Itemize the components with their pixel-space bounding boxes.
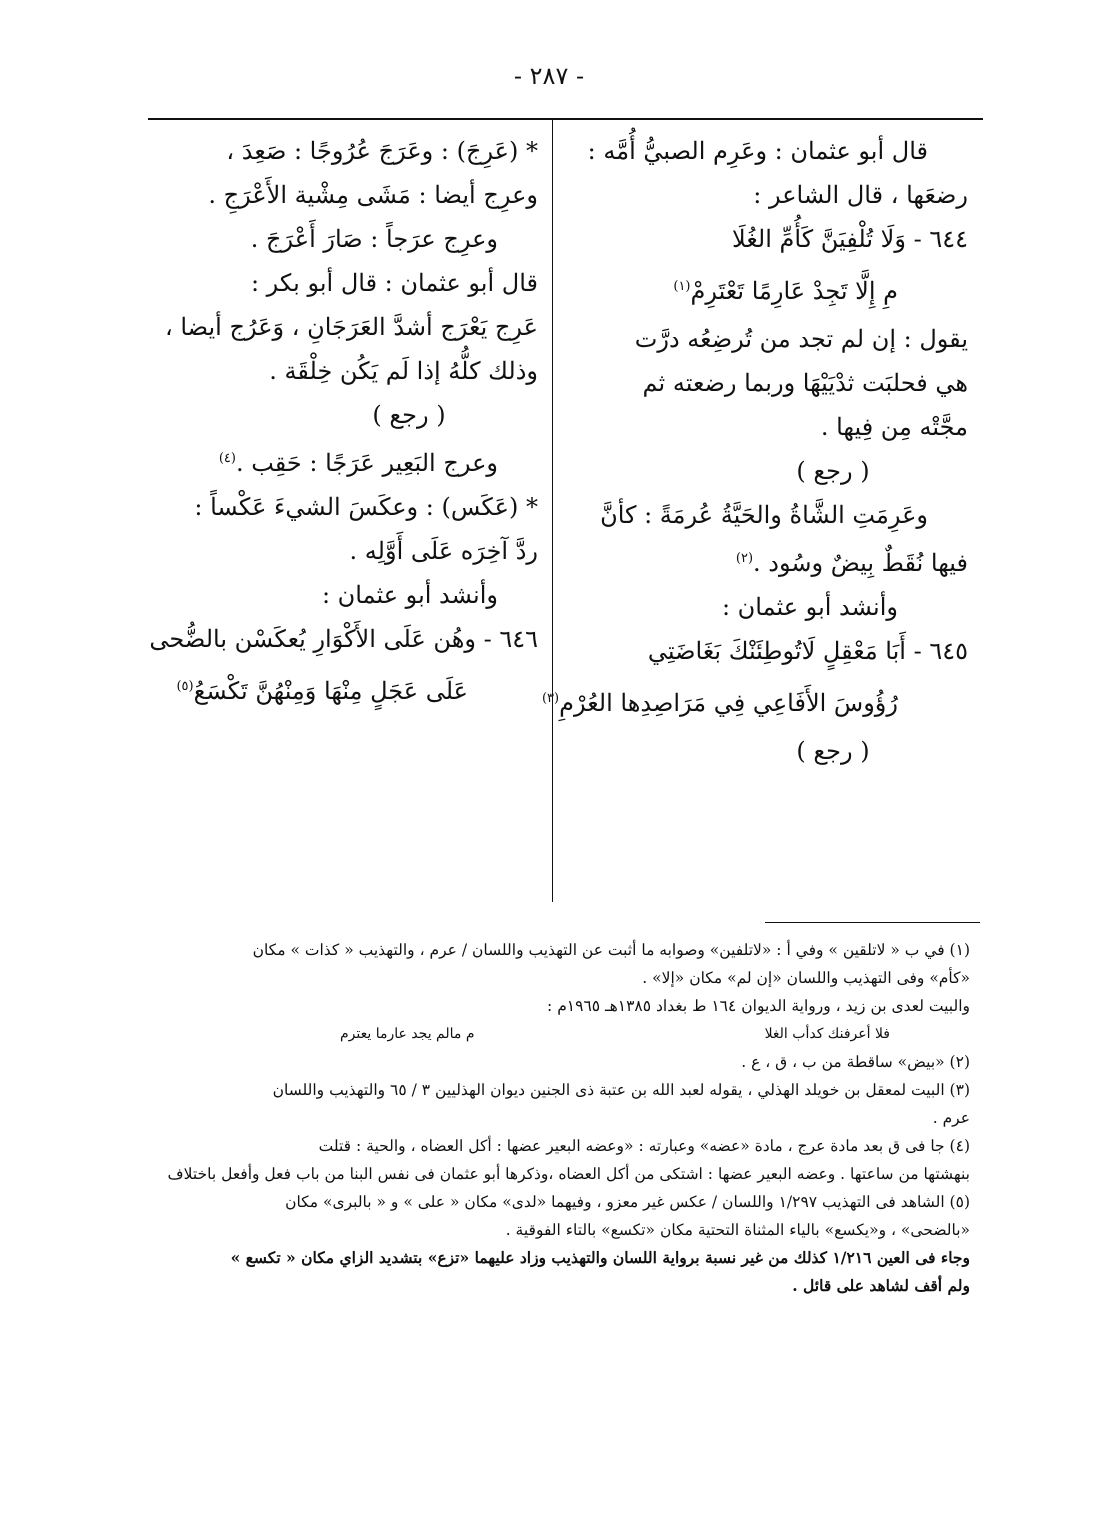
footnote-line: «كأم» وفى التهذيب واللسان «إن لم» مكان «إلا» .: [642, 969, 970, 987]
footnote-line: (٥) الشاهد فى التهذيب ١/٢٩٧ واللسان / عكس غير معزو ، وفيهما «لدى» مكان « على » و « بالبرى» مكان: [285, 1193, 970, 1211]
verse-line: [160, 672, 538, 706]
footnote-line: والبيت لعدى بن زيد ، ورواية الديوان ١٦٤ ط بغداد ١٣٨٥هـ ١٩٦٥م :: [547, 997, 970, 1015]
verse-line: ٦٤٥ - أَبَا مَعْقِلٍ لَاتُوطِئَنْكَ بَغَاضَتِي: [647, 637, 968, 665]
footnote-verse-first: فلا أعرفنك كدأب الغلا: [764, 1026, 890, 1042]
footnote-verse: [160, 1020, 970, 1048]
verse-line: [541, 684, 968, 718]
footnote-marker: (٥): [176, 679, 194, 694]
verse-text: عَلَى عَجَلٍ مِنْهَا وَمِنْهُنَّ تَكْسَعُ: [193, 677, 468, 705]
right-column: [541, 136, 968, 780]
column-divider: [552, 120, 553, 902]
text-line: وعرِج عرَجاً : صَارَ أَعْرَجَ .: [250, 225, 498, 253]
footnote-line: (٣) البيت لمعقل بن خويلد الهذلي ، يقوله لعبد الله بن عتبة ذى الجنين ديوان الهذليين ٣ / ٦٥ والتهذيب واللسان: [272, 1081, 970, 1099]
text-line: وعرِج أيضا : مَشَى مِشْية الأَعْرَجِ .: [208, 181, 538, 209]
section-heading: ( رجع ): [796, 737, 870, 765]
footnote-line: «بالضحى» ، و«يكسع» بالياء المثناة التحتية مكان «تكسع» بالتاء الفوقية .: [505, 1221, 970, 1239]
footnotes: [160, 936, 970, 1300]
verse-line: [578, 272, 968, 306]
text-line: [160, 444, 538, 478]
footnote-line: (٤) جا فى ق بعد مادة عرج ، مادة «عضه» وعبارته : «وعضه البعير عضها : أكل العضاه ، والحية : قتلت: [318, 1137, 970, 1155]
text-line: عَرِج يَعْرَج أشدَّ العَرَجَانِ ، وَعَرُج أيضا ،: [164, 313, 538, 341]
text-line: هي فحلبَت ثدْيَيْهَا وربما رضعته ثم: [642, 369, 968, 397]
footnote-line: وجاء فى العين ١/٢١٦ كذلك من غير نسبة برواية اللسان والتهذيب وزاد عليهما «تزع» بتشديد الزاي مكان « تكسع »: [230, 1248, 970, 1267]
footnote-line: بنهشتها من ساعتها . وعضه البعير عضها : اشتكى من أكل العضاه ،وذكرها أبو عثمان فى نفس البنا من باب فعل وأفعل باختلاف: [167, 1165, 970, 1183]
text-line: قال أبو عثمان : قال أبو بكر :: [250, 269, 538, 297]
text-line: * (عَرِجَ) : وعَرَجَ عُرُوجًا : صَعِدَ ،: [226, 137, 538, 165]
text-line: قال أبو عثمان : وعَرِم الصبيُّ أُمَّه :: [587, 137, 928, 165]
text-line: يقول : إن لم تجد من تُرضِعُه درَّت: [634, 325, 968, 353]
footnote-line: (٢) «بيض» ساقطة من ب ، ق ، ع .: [741, 1053, 970, 1071]
text-line: وأنشد أبو عثمان :: [321, 581, 498, 609]
verse-text: مِ إِلَّا تَجِدْ عَارِمًا تَعْتَرِمْ: [690, 277, 898, 305]
left-column: [149, 136, 538, 724]
text-line: [578, 544, 968, 578]
text-line: وأنشد أبو عثمان :: [721, 593, 898, 621]
top-rule: [148, 118, 983, 120]
section-heading: ( رجع ): [796, 457, 870, 485]
footnote-verse-second: م مالم يجد عارما يعترم: [340, 1026, 475, 1042]
text-line: * (عَكَس) : وعكَسَ الشيءَ عَكْساً :: [194, 493, 538, 521]
text-line: ردَّ آخِرَه عَلَى أَوَّلِه .: [349, 537, 538, 565]
text-fragment: فيها نُقَطٌ بِيضٌ وسُود .: [753, 549, 968, 577]
verse-line: ٦٤٤ - وَلَا تُلْفِيَنَّ كَأُمِّ الغُلَا: [732, 225, 968, 253]
text-line: رضعَها ، قال الشاعر :: [753, 181, 968, 209]
footnote-marker: (٢): [735, 551, 754, 566]
footnote-marker: (٤): [218, 451, 236, 466]
text-line: وذلك كلُّهُ إذا لَم يَكُن خِلْقَة .: [269, 357, 538, 385]
footnote-marker: (١): [673, 279, 691, 294]
footnote-rule: [765, 922, 980, 923]
text-line: وعَرِمَتِ الشَّاةُ والحَيَّةُ عُرمَةً : كأنَّ: [600, 501, 928, 529]
section-heading: ( رجع ): [372, 401, 446, 429]
footnote-marker: (٣): [541, 691, 560, 706]
verse-text: رُؤُوسَ الأَفَاعِي فِي مَرَاصِدِها العُرْمِ: [559, 689, 898, 717]
footnote-line: (١) في ب « لاتلقين » وفي أ : «لاتلفين» وصوابه ما أثبت عن التهذيب واللسان / عرم ، والتهذيب « كذات » مكان: [252, 941, 970, 959]
text-line: مجَّتْه مِن فِيها .: [820, 413, 968, 441]
footnote-line: ولم أقف لشاهد على قائل .: [792, 1276, 970, 1295]
footnote-line: عرم .: [932, 1109, 970, 1127]
text-fragment: وعرج البَعِير عَرَجًا : حَقِب .: [235, 449, 498, 477]
verse-line: ٦٤٦ - وهُن عَلَى الأَكْوَارِ يُعكَسْن بالضُّحى: [149, 625, 538, 653]
page-number: - ٢٨٧ -: [513, 62, 585, 90]
